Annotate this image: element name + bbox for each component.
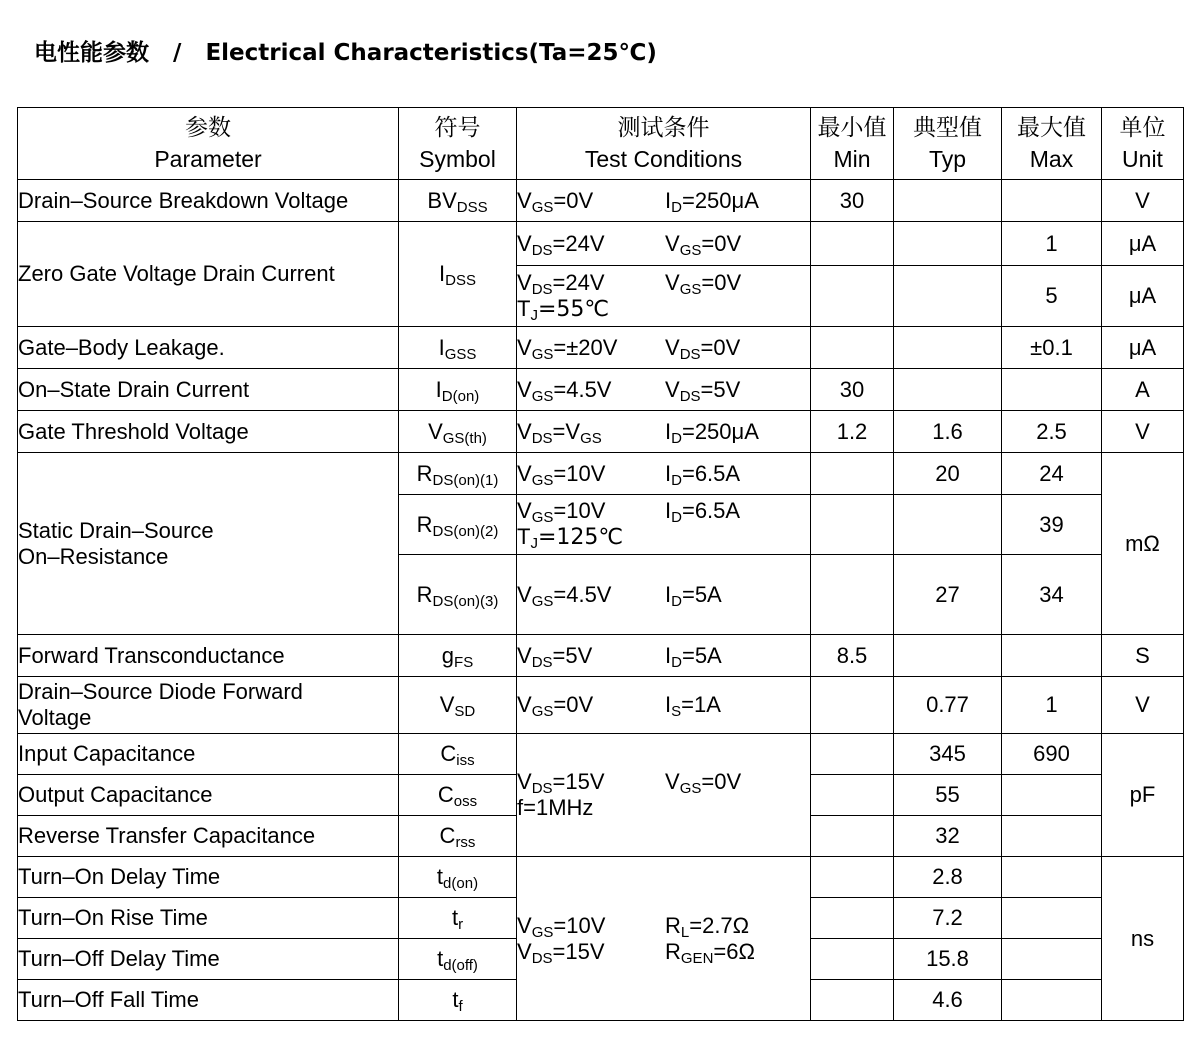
symbol-cell: $t_{d(on)}$ xyxy=(399,857,517,898)
symbol-cell: $C_{iss}$ xyxy=(399,734,517,775)
condition-cell: $V_{DS}=15V$ $V_{GS}=0V$ f=1MHz xyxy=(517,734,811,857)
table-row xyxy=(18,222,1184,266)
condition-cell: $V_{GS}=0V$ $I_S=1A$ xyxy=(517,677,811,734)
symbol-cell: $t_r$ xyxy=(399,898,517,939)
unit-cell: μA xyxy=(1102,222,1184,266)
unit-cell: μA xyxy=(1102,327,1184,369)
max-cell xyxy=(1002,898,1102,939)
symbol-cell: $V_{SD}$ xyxy=(399,677,517,734)
condition-cell: $V_{GS}=10V$ $R_L=2.7\Omega$ $V_{DS}=15V$ $R_{GEN}=6\Omega$ xyxy=(517,857,811,1021)
param-cell: Drain–Source Diode Forward Voltage xyxy=(18,677,399,734)
typ-cell: 27 xyxy=(894,555,1002,635)
param-cell: Output Capacitance xyxy=(18,775,399,816)
header-typ: 典型值 Typ xyxy=(894,108,1002,180)
max-cell: 24 xyxy=(1002,453,1102,495)
condition-cell: $V_{GS}=0V$ $I_D=250\mu A$ xyxy=(517,180,811,222)
electrical-characteristics-table xyxy=(17,107,1184,1021)
param-cell: Turn–Off Delay Time xyxy=(18,939,399,980)
header-conditions: 测试条件 Test Conditions xyxy=(517,108,811,180)
table-row xyxy=(18,327,1184,369)
unit-cell: V xyxy=(1102,180,1184,222)
min-cell xyxy=(811,495,894,555)
table-row xyxy=(18,180,1184,222)
param-cell: Turn–Off Fall Time xyxy=(18,980,399,1021)
typ-cell: 55 xyxy=(894,775,1002,816)
page-title: 电性能参数 / Electrical Characteristics(Ta=25℃) xyxy=(34,40,657,66)
condition-cell: $V_{GS}=10V$ $I_D=6.5A$ xyxy=(517,453,811,495)
symbol-cell: $C_{rss}$ xyxy=(399,816,517,857)
min-cell xyxy=(811,734,894,775)
typ-cell xyxy=(894,266,1002,327)
header-symbol: 符号 Symbol xyxy=(399,108,517,180)
table-row xyxy=(18,453,1184,495)
max-cell: 1 xyxy=(1002,677,1102,734)
param-cell: Static Drain–Source On–Resistance xyxy=(18,453,399,635)
max-cell: 34 xyxy=(1002,555,1102,635)
unit-cell: μA xyxy=(1102,266,1184,327)
typ-cell: 7.2 xyxy=(894,898,1002,939)
param-cell: Gate–Body Leakage. xyxy=(18,327,399,369)
table-row xyxy=(18,857,1184,898)
condition-cell: $V_{DS}=24V$ $V_{GS}=0V$ $T_J=55℃$ xyxy=(517,266,811,327)
symbol-cell: $R_{DS(on)(3)}$ xyxy=(399,555,517,635)
max-cell: 1 xyxy=(1002,222,1102,266)
max-cell: 5 xyxy=(1002,266,1102,327)
unit-cell: A xyxy=(1102,369,1184,411)
min-cell xyxy=(811,453,894,495)
symbol-cell: $t_f$ xyxy=(399,980,517,1021)
header-min: 最小值 Min xyxy=(811,108,894,180)
min-cell: 30 xyxy=(811,180,894,222)
min-cell xyxy=(811,266,894,327)
param-cell: On–State Drain Current xyxy=(18,369,399,411)
typ-cell: 345 xyxy=(894,734,1002,775)
table-row xyxy=(18,677,1184,734)
header-unit: 单位 Unit xyxy=(1102,108,1184,180)
min-cell xyxy=(811,327,894,369)
typ-cell xyxy=(894,222,1002,266)
header-max: 最大值 Max xyxy=(1002,108,1102,180)
table-row xyxy=(18,734,1184,775)
symbol-cell: $R_{DS(on)(2)}$ xyxy=(399,495,517,555)
condition-cell: $V_{GS}=4.5V$ $V_{DS}=5V$ xyxy=(517,369,811,411)
symbol-cell: $t_{d(off)}$ xyxy=(399,939,517,980)
symbol-cell: $I_{D(on)}$ xyxy=(399,369,517,411)
min-cell: 1.2 xyxy=(811,411,894,453)
param-cell: Turn–On Rise Time xyxy=(18,898,399,939)
symbol-cell: $I_{GSS}$ xyxy=(399,327,517,369)
unit-cell: pF xyxy=(1102,734,1184,857)
max-cell xyxy=(1002,980,1102,1021)
typ-cell: 0.77 xyxy=(894,677,1002,734)
typ-cell: 4.6 xyxy=(894,980,1002,1021)
condition-cell: $V_{DS}=5V$ $I_D=5A$ xyxy=(517,635,811,677)
typ-cell: 32 xyxy=(894,816,1002,857)
min-cell xyxy=(811,980,894,1021)
symbol-cell: $V_{GS(th)}$ xyxy=(399,411,517,453)
param-cell: Gate Threshold Voltage xyxy=(18,411,399,453)
min-cell xyxy=(811,857,894,898)
typ-cell: 15.8 xyxy=(894,939,1002,980)
min-cell xyxy=(811,775,894,816)
symbol-cell: $R_{DS(on)(1)}$ xyxy=(399,453,517,495)
unit-cell: ns xyxy=(1102,857,1184,1021)
condition-cell: $V_{DS}=24V$ $V_{GS}=0V$ xyxy=(517,222,811,266)
max-cell xyxy=(1002,816,1102,857)
param-cell: Turn–On Delay Time xyxy=(18,857,399,898)
condition-cell: $V_{GS}=10V$ $I_D=6.5A$ $T_J=125℃$ xyxy=(517,495,811,555)
symbol-cell: $g_{FS}$ xyxy=(399,635,517,677)
typ-cell xyxy=(894,327,1002,369)
typ-cell xyxy=(894,369,1002,411)
table-row xyxy=(18,635,1184,677)
param-cell: Forward Transconductance xyxy=(18,635,399,677)
unit-cell: V xyxy=(1102,677,1184,734)
header-parameter: 参数 Parameter xyxy=(18,108,399,180)
min-cell xyxy=(811,222,894,266)
unit-cell: S xyxy=(1102,635,1184,677)
symbol-cell: $I_{DSS}$ xyxy=(399,222,517,327)
typ-cell: 2.8 xyxy=(894,857,1002,898)
min-cell: 30 xyxy=(811,369,894,411)
table-row xyxy=(18,411,1184,453)
max-cell xyxy=(1002,775,1102,816)
unit-cell: mΩ xyxy=(1102,453,1184,635)
max-cell xyxy=(1002,635,1102,677)
unit-cell: V xyxy=(1102,411,1184,453)
condition-cell: $V_{DS}=V_{GS}$ $I_D=250\mu A$ xyxy=(517,411,811,453)
min-cell xyxy=(811,555,894,635)
max-cell: 39 xyxy=(1002,495,1102,555)
max-cell xyxy=(1002,369,1102,411)
param-cell: Zero Gate Voltage Drain Current xyxy=(18,222,399,327)
condition-cell: $V_{GS}=4.5V$ $I_D=5A$ xyxy=(517,555,811,635)
max-cell xyxy=(1002,857,1102,898)
symbol-cell: $C_{oss}$ xyxy=(399,775,517,816)
min-cell xyxy=(811,939,894,980)
symbol-cell: $BV_{DSS}$ xyxy=(399,180,517,222)
min-cell xyxy=(811,677,894,734)
max-cell xyxy=(1002,939,1102,980)
typ-cell: 1.6 xyxy=(894,411,1002,453)
min-cell xyxy=(811,898,894,939)
max-cell: 690 xyxy=(1002,734,1102,775)
max-cell: ±0.1 xyxy=(1002,327,1102,369)
min-cell: 8.5 xyxy=(811,635,894,677)
typ-cell xyxy=(894,495,1002,555)
typ-cell xyxy=(894,180,1002,222)
max-cell: 2.5 xyxy=(1002,411,1102,453)
param-cell: Reverse Transfer Capacitance xyxy=(18,816,399,857)
condition-cell: $V_{GS}=\pm 20V$ $V_{DS}=0V$ xyxy=(517,327,811,369)
param-cell: Input Capacitance xyxy=(18,734,399,775)
header-row xyxy=(18,108,1184,180)
min-cell xyxy=(811,816,894,857)
typ-cell xyxy=(894,635,1002,677)
param-cell: Drain–Source Breakdown Voltage xyxy=(18,180,399,222)
table-row xyxy=(18,369,1184,411)
max-cell xyxy=(1002,180,1102,222)
typ-cell: 20 xyxy=(894,453,1002,495)
